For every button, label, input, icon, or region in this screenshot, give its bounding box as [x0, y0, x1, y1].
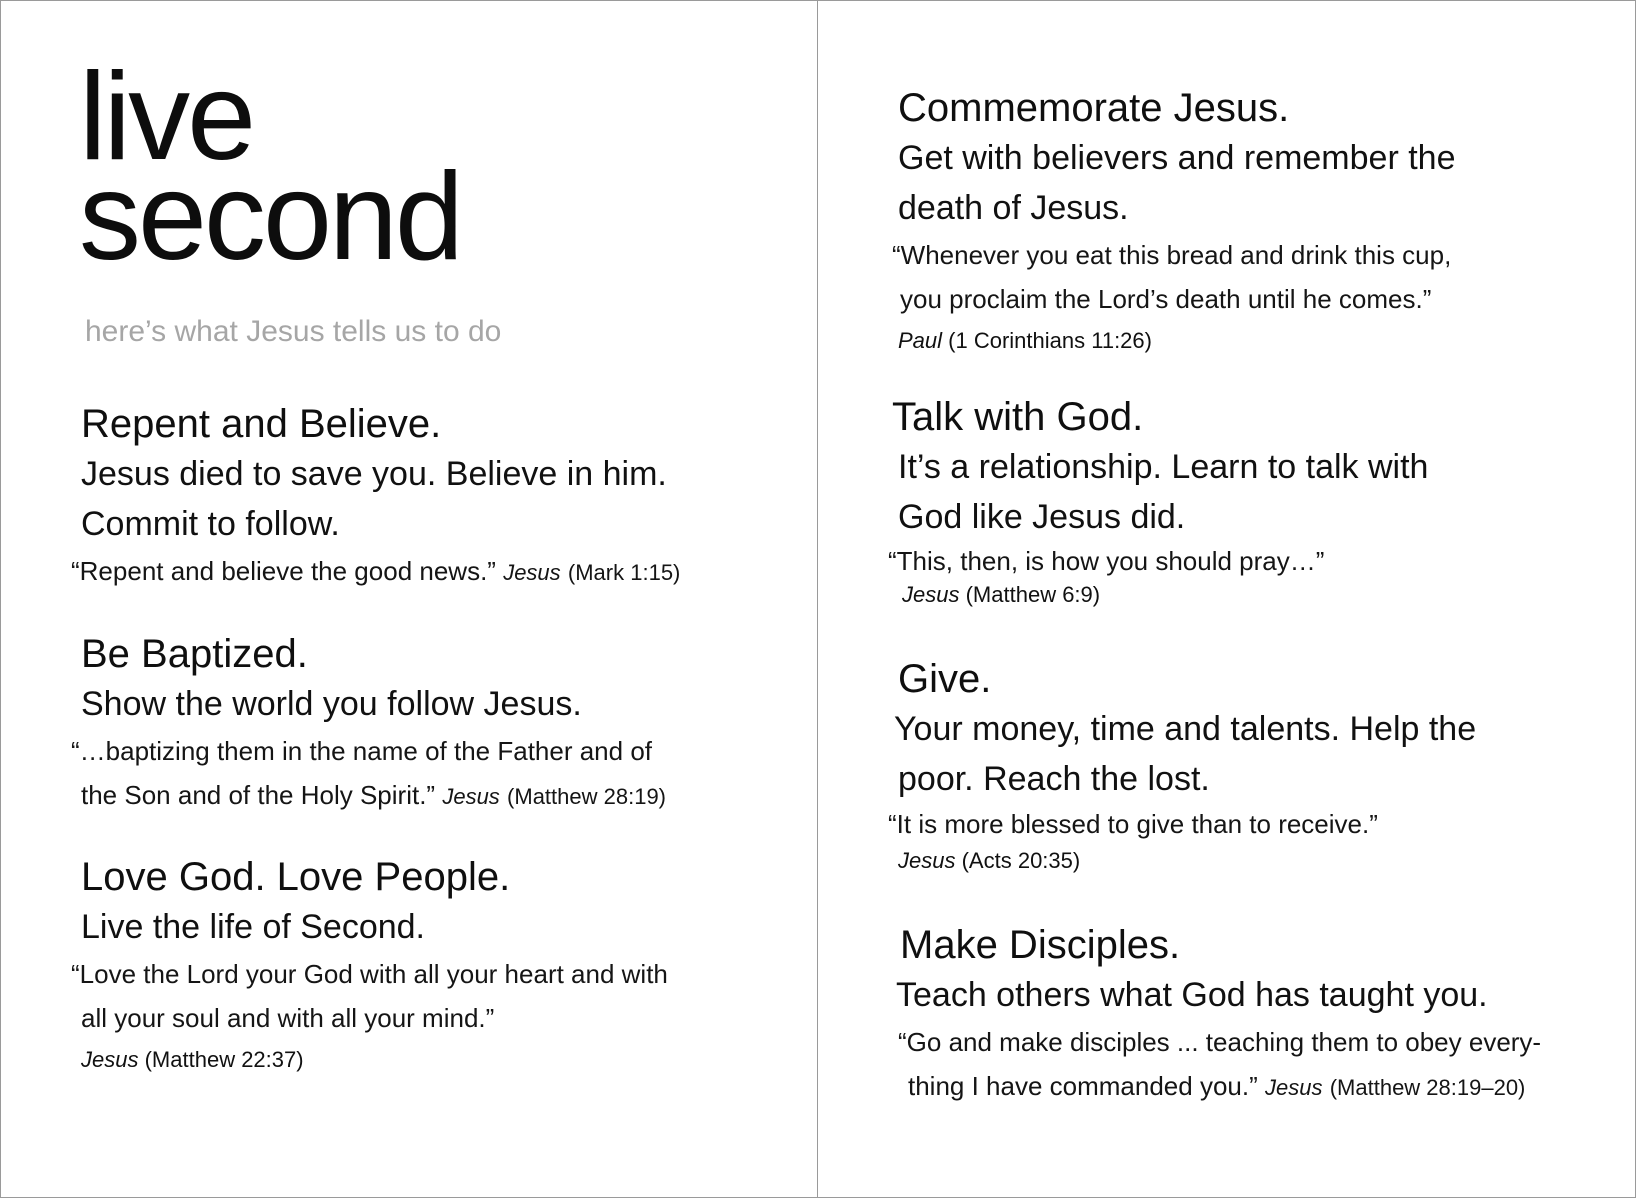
- body-line: Get with believers and remember the: [898, 139, 1456, 177]
- quote-line: “Go and make disciples ... teaching them to obey every-: [898, 1027, 1542, 1057]
- body-line: God like Jesus did.: [898, 498, 1186, 536]
- body-line: Live the life of Second.: [81, 908, 426, 946]
- section-commemorate-jesus: [892, 83, 1456, 361]
- quote-line: “This, then, is how you should pray…”: [888, 546, 1325, 576]
- page-title: [79, 48, 461, 286]
- quote-line: “It is more blessed to give than to receive.”: [888, 809, 1378, 839]
- quote-line: “Whenever you eat this bread and drink this cup,: [892, 240, 1452, 270]
- body-line: Your money, time and talents. Help the: [894, 710, 1477, 748]
- left-page: [0, 0, 818, 1198]
- quote-reference: (Mark 1:15): [567, 560, 681, 585]
- section-give: [888, 654, 1477, 878]
- section-quote: [71, 729, 666, 819]
- quote-reference: (Acts 20:35): [961, 848, 1081, 873]
- quote-line: “Repent and believe the good news.”: [71, 556, 496, 586]
- quote-citation: [892, 580, 1428, 610]
- section-heading: Repent and Believe.: [81, 402, 442, 446]
- quote-reference: (Matthew 28:19): [507, 784, 667, 809]
- quote-line: all your soul and with all your mind.”: [81, 1003, 495, 1033]
- section-heading: Commemorate Jesus.: [898, 86, 1290, 130]
- section-quote: [888, 542, 1428, 580]
- body-line: death of Jesus.: [898, 189, 1129, 227]
- section-be-baptized: [71, 629, 667, 819]
- body-line: poor. Reach the lost.: [898, 760, 1210, 798]
- title-line-second: second: [79, 148, 461, 286]
- section-body: [896, 970, 1541, 1020]
- body-line: Commit to follow.: [81, 505, 340, 543]
- section-quote: [892, 233, 1455, 321]
- quote-citation: [898, 321, 1455, 361]
- quote-speaker: Jesus: [442, 784, 500, 809]
- quote-line: you proclaim the Lord’s death until he comes.”: [900, 284, 1432, 314]
- quote-speaker: Jesus: [898, 848, 956, 873]
- section-heading: Be Baptized.: [81, 632, 308, 676]
- section-body: [81, 679, 666, 729]
- page-subtitle: here’s what Jesus tells us to do: [85, 315, 502, 348]
- section-quote: [898, 1020, 1541, 1110]
- section-heading: Talk with God.: [892, 395, 1144, 439]
- section-make-disciples: [896, 920, 1542, 1110]
- title-line-live: live: [79, 48, 254, 186]
- quote-line: thing I have commanded you.”: [908, 1071, 1258, 1101]
- section-heading: Love God. Love People.: [81, 855, 511, 899]
- section-body: [81, 449, 680, 549]
- quote-citation: [898, 844, 1476, 878]
- section-talk-with-god: [888, 392, 1429, 610]
- quote-reference: (Matthew 6:9): [965, 582, 1101, 607]
- quote-reference: (1 Corinthians 11:26): [948, 328, 1152, 353]
- quote-speaker: Jesus: [1265, 1075, 1323, 1100]
- section-quote: [71, 952, 668, 1040]
- section-quote: [888, 804, 1476, 844]
- quote-speaker: Jesus: [902, 582, 960, 607]
- body-line: Show the world you follow Jesus.: [81, 685, 582, 723]
- section-heading: Give.: [898, 657, 992, 701]
- body-line: It’s a relationship. Learn to talk with: [898, 448, 1429, 486]
- section-body: [81, 902, 668, 952]
- body-line: Jesus died to save you. Believe in him.: [81, 455, 667, 493]
- body-line: Teach others what God has taught you.: [896, 976, 1488, 1014]
- quote-speaker: Paul: [898, 328, 943, 353]
- quote-line: “…baptizing them in the name of the Father and of: [71, 736, 653, 766]
- quote-citation: [81, 1040, 668, 1080]
- quote-reference: (Matthew 22:37): [144, 1047, 304, 1072]
- section-body: [894, 704, 1476, 804]
- quote-line: the Son and of the Holy Spirit.”: [81, 780, 436, 810]
- section-repent-and-believe: [71, 399, 681, 595]
- section-quote: [71, 549, 680, 595]
- section-love-god: [71, 852, 668, 1080]
- quote-line: “Love the Lord your God with all your heart and with: [71, 959, 668, 989]
- section-heading: Make Disciples.: [900, 923, 1181, 967]
- section-body: [898, 133, 1455, 233]
- quote-reference: (Matthew 28:19–20): [1329, 1075, 1526, 1100]
- quote-speaker: Jesus: [81, 1047, 139, 1072]
- quote-speaker: Jesus: [503, 560, 561, 585]
- section-body: [892, 442, 1428, 542]
- right-page: [817, 0, 1636, 1198]
